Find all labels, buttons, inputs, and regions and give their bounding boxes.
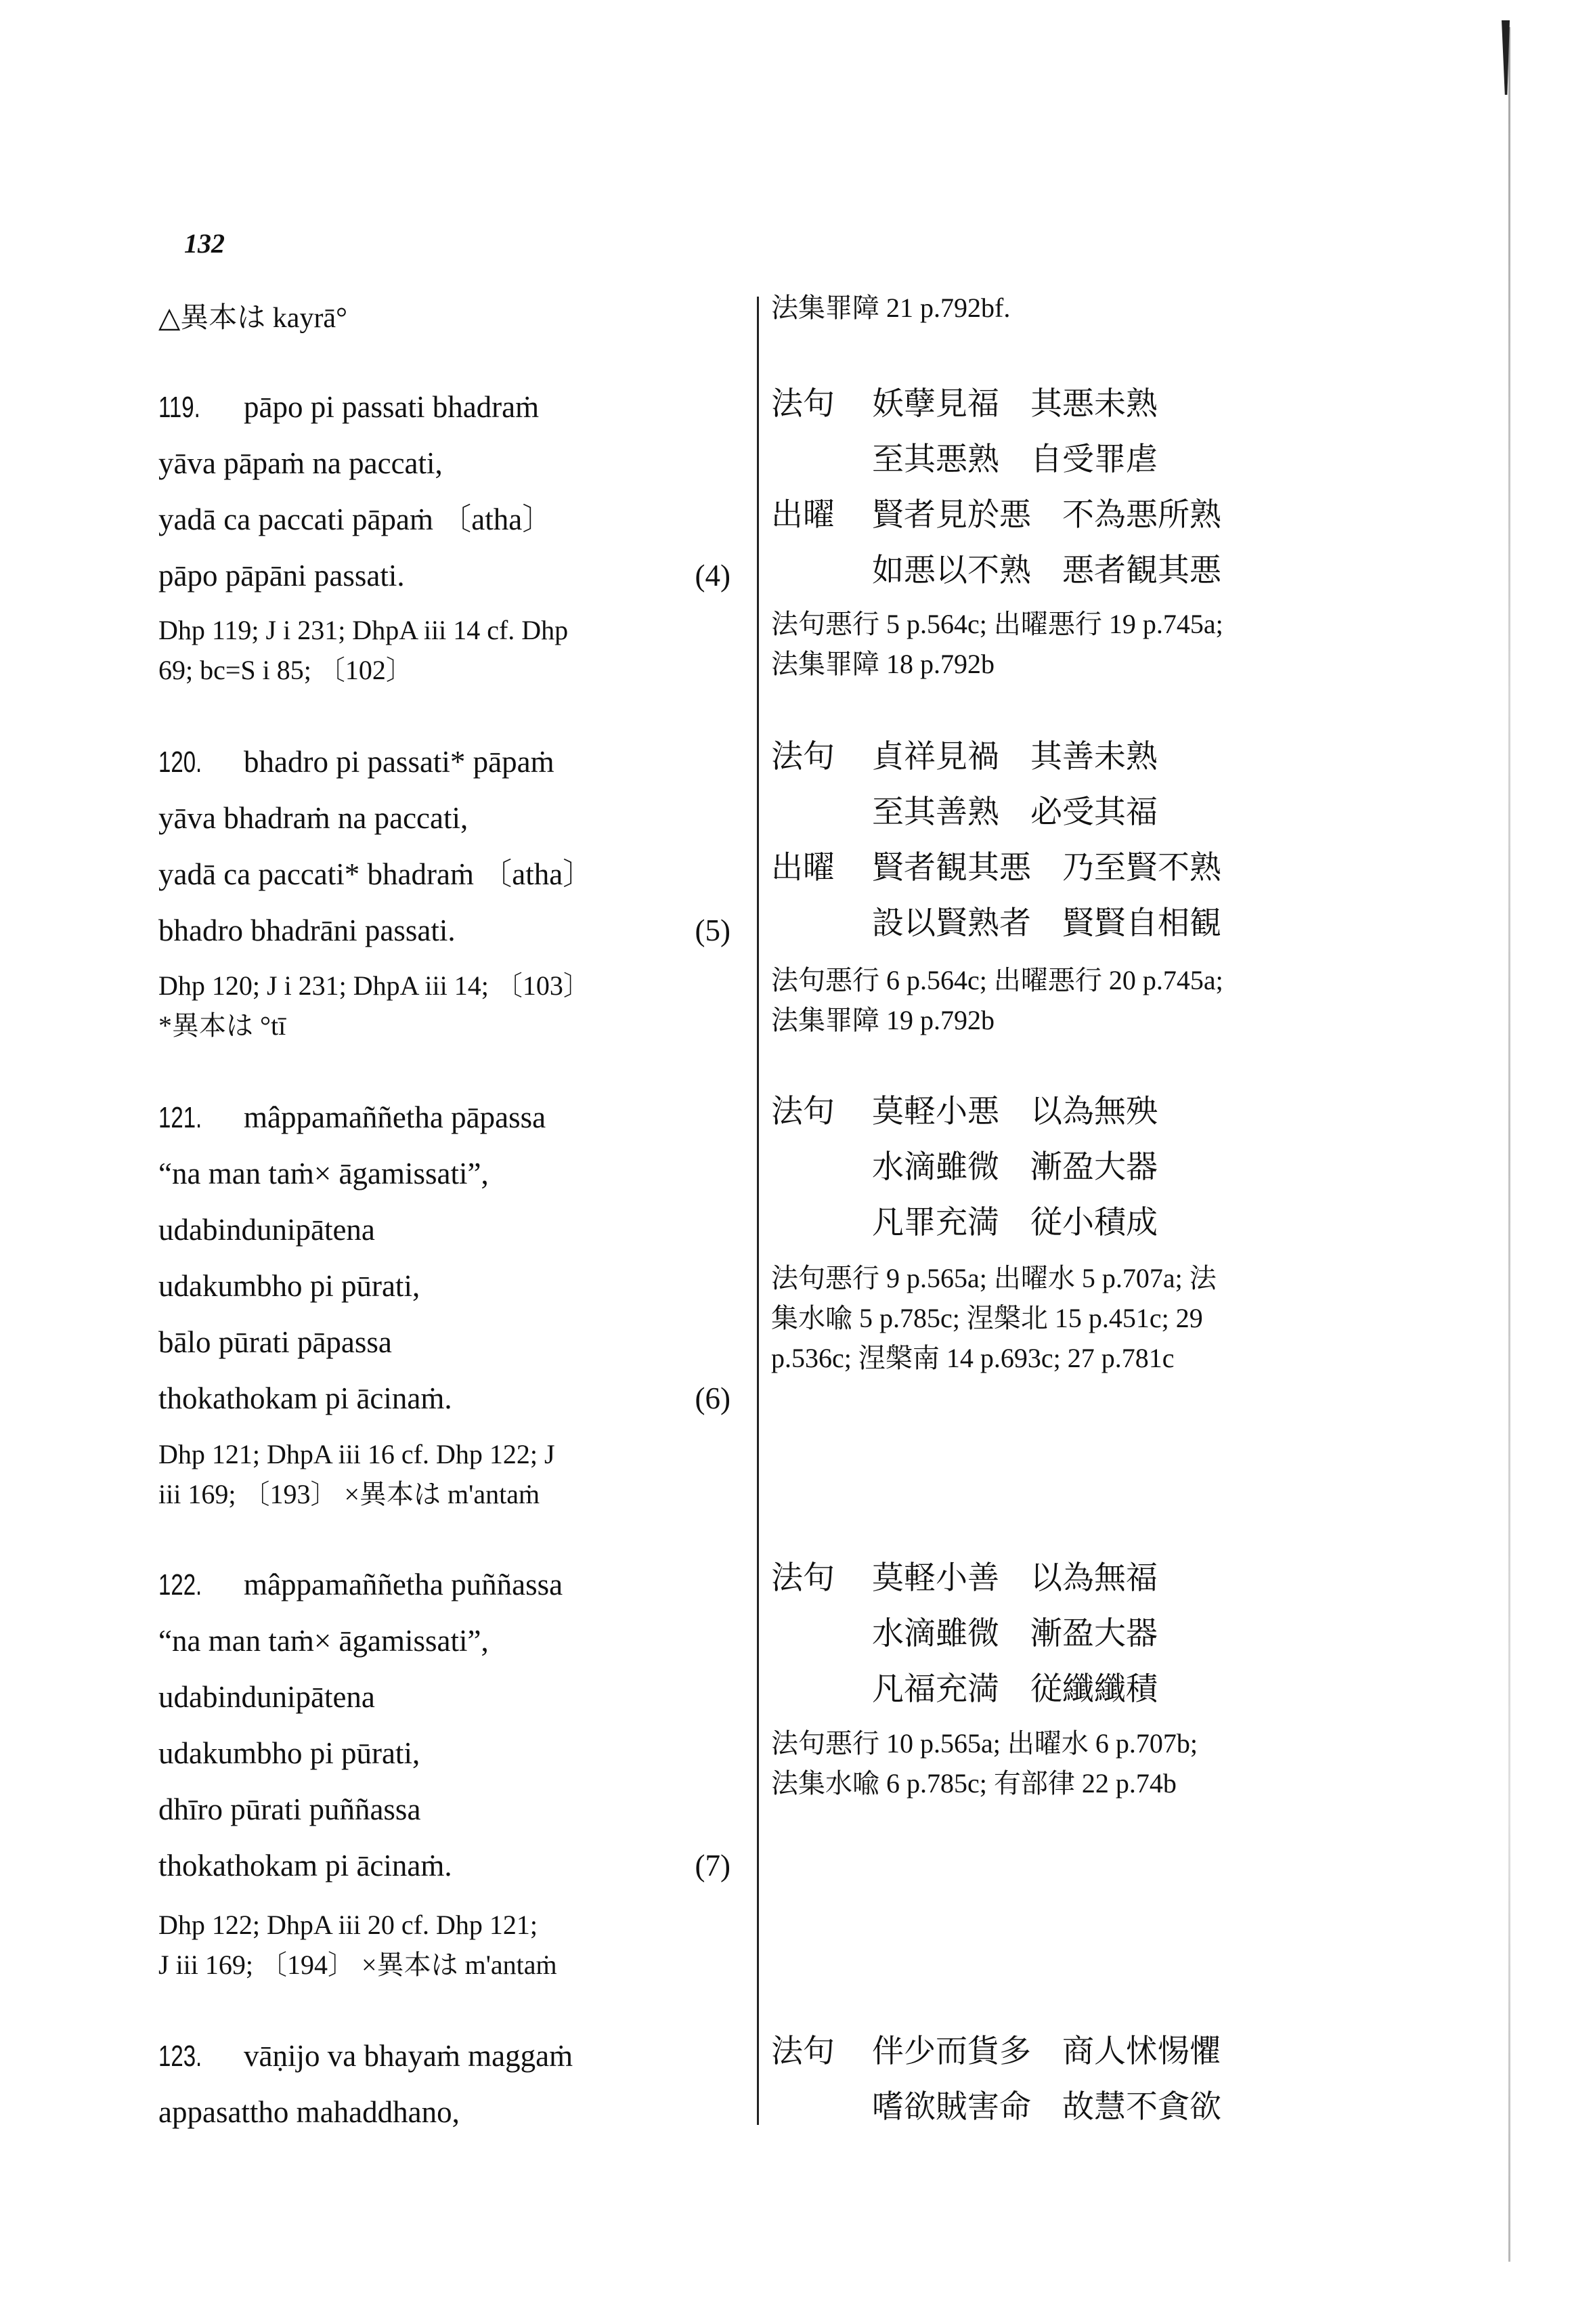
source-label: 出曜: [771, 851, 835, 886]
verse-half: 伴少而貨多: [872, 2034, 1031, 2069]
verse-text: udakumbho pi pūrati,: [158, 1736, 420, 1770]
reference-line: J iii 169; 〔194〕 ×異本は m'antaṁ: [158, 1950, 557, 1980]
verse-marker: (4): [695, 559, 730, 593]
verse-half: 其善未熟: [1030, 739, 1158, 775]
verse-line: [158, 1202, 730, 1258]
reference-line: Dhp 122; DhpA iii 20 cf. Dhp 121;: [158, 1910, 538, 1940]
verse-marker: (5): [695, 913, 730, 947]
verse-line: [158, 548, 730, 604]
verse-number: 121.: [158, 1101, 202, 1134]
verse-121: [158, 1090, 730, 1427]
reference-line: iii 169; 〔193〕 ×異本は m'antaṁ: [158, 1479, 540, 1509]
chinese-references: [771, 1258, 1360, 1378]
verse-text: bhadro bhadrāni passati.: [158, 913, 456, 947]
source-label: 法句: [771, 387, 835, 422]
chinese-parallel-block: [771, 729, 1221, 951]
verse-line: [158, 903, 730, 959]
verse-123: [158, 2028, 730, 2140]
verse-text: bālo pūrati pāpassa: [158, 1325, 392, 1359]
verse-number: 120.: [158, 746, 202, 779]
verse-text: udabindunipātena: [158, 1213, 375, 1247]
verse-half: 嗜欲賊害命: [872, 2090, 1031, 2125]
verse-text: thokathokam pi ācinaṁ.: [158, 1381, 452, 1415]
chinese-references: [771, 604, 1360, 684]
verse-half: 従纖纖積: [1030, 1672, 1158, 1707]
scan-edge-line: [1508, 27, 1510, 2262]
verse-text: udakumbho pi pūrati,: [158, 1269, 420, 1303]
verse-line: [158, 1725, 730, 1782]
verse-line: [158, 379, 730, 435]
verse-text: mâppamaññetha pāpassa: [244, 1100, 546, 1134]
verse-half: 自受罪虐: [1030, 442, 1158, 477]
source-label: 法句: [771, 2034, 835, 2069]
source-label: 法句: [771, 1561, 835, 1596]
verse-half: 商人怵惕懼: [1062, 2034, 1221, 2069]
verse-text: dhīro pūrati puññassa: [158, 1792, 421, 1826]
chinese-parallel-block: [771, 1551, 1158, 1717]
reference-line: 法集罪障 19 p.792b: [771, 1005, 995, 1035]
verse-text: pāpo pi passati bhadraṁ: [244, 390, 540, 424]
verse-text: yadā ca paccati pāpaṁ 〔atha〕: [158, 502, 553, 536]
verse-half: 水滴雖微: [872, 1150, 999, 1185]
verse-references: [158, 1434, 734, 1514]
verse-half: 必受其福: [1030, 795, 1158, 830]
chinese-verse-line: [771, 1662, 1158, 1717]
verse-half: 妖孽見福: [872, 387, 999, 422]
left-top-note: △異本は kayrā°: [158, 303, 347, 334]
verse-line: [158, 1371, 730, 1427]
verse-text: bhadro pi passati* pāpaṁ: [244, 745, 554, 779]
verse-number: 122.: [158, 1568, 202, 1601]
verse-line: [158, 790, 730, 846]
chinese-parallel-block: [771, 2024, 1221, 2135]
chinese-parallel-block: [771, 376, 1221, 599]
verse-half: 漸盈大器: [1030, 1616, 1158, 1652]
verse-half: 不為悪所熟: [1062, 498, 1221, 533]
verse-122: [158, 1557, 730, 1894]
reference-line: 集水喩 5 p.785c; 涅槃北 15 p.451c; 29: [771, 1303, 1203, 1333]
chinese-verse-line: [771, 729, 1221, 785]
reference-line: *異本は °tī: [158, 1010, 286, 1041]
source-label: 法句: [771, 739, 835, 775]
chinese-verse-line: [771, 785, 1221, 840]
chinese-verse-line: [771, 1551, 1158, 1606]
chinese-verse-line: [771, 840, 1221, 896]
verse-half: 莫軽小悪: [872, 1094, 999, 1129]
verse-119: [158, 379, 730, 604]
chinese-verse-line: [771, 896, 1221, 951]
verse-half: 故慧不貪欲: [1062, 2090, 1221, 2125]
verse-line: [158, 1669, 730, 1725]
verse-half: 悪者観其悪: [1062, 553, 1221, 588]
chinese-verse-line: [771, 376, 1221, 432]
reference-line: p.536c; 涅槃南 14 p.693c; 27 p.781c: [771, 1343, 1175, 1373]
verse-half: 乃至賢不熟: [1062, 851, 1221, 886]
reference-line: 法句悪行 6 p.564c; 出曜悪行 20 p.745a;: [771, 965, 1223, 995]
reference-line: 69; bc=S i 85; 〔102〕: [158, 655, 413, 685]
verse-line: [158, 435, 730, 492]
verse-references: [158, 1905, 734, 1985]
verse-half: 以為無福: [1030, 1561, 1158, 1596]
chinese-verse-line: [771, 2024, 1221, 2080]
verse-half: 従小積成: [1030, 1205, 1158, 1241]
verse-text: thokathokam pi ācinaṁ.: [158, 1849, 452, 1882]
verse-text: yadā ca paccati* bhadraṁ 〔atha〕: [158, 857, 594, 891]
column-divider: [757, 297, 759, 2125]
verse-half: 賢者見於悪: [872, 498, 1031, 533]
verse-marker: (6): [695, 1381, 730, 1415]
verse-half: 至其悪熟: [872, 442, 999, 477]
reference-line: 法句悪行 5 p.564c; 出曜悪行 19 p.745a;: [771, 609, 1223, 639]
verse-line: [158, 1314, 730, 1371]
verse-half: 莫軽小善: [872, 1561, 999, 1596]
reference-line: 法集水喩 6 p.785c; 有部律 22 p.74b: [771, 1768, 1177, 1799]
verse-line: [158, 1782, 730, 1838]
verse-line: [158, 1838, 730, 1894]
verse-half: 賢賢自相観: [1062, 906, 1221, 941]
verse-half: 以為無殃: [1030, 1094, 1158, 1129]
chinese-verse-line: [771, 1084, 1158, 1140]
verse-half: 設以賢熟者: [872, 906, 1031, 941]
reference-line: Dhp 120; J i 231; DhpA iii 14; 〔103〕: [158, 970, 590, 1001]
chinese-references: [771, 1723, 1360, 1803]
verse-text: “na man taṁ× āgamissati”,: [158, 1624, 489, 1658]
verse-text: pāpo pāpāni passati.: [158, 559, 405, 593]
verse-line: [158, 1613, 730, 1669]
verse-text: vāṇijo va bhayaṁ maggaṁ: [244, 2039, 573, 2073]
verse-line: [158, 734, 730, 790]
verse-text: yāva pāpaṁ na paccati,: [158, 446, 443, 480]
page-number: 132: [184, 228, 225, 259]
verse-half: 如悪以不熟: [872, 553, 1031, 588]
verse-text: udabindunipātena: [158, 1680, 375, 1714]
reference-line: Dhp 121; DhpA iii 16 cf. Dhp 122; J: [158, 1439, 555, 1469]
reference-line: 法句悪行 9 p.565a; 出曜水 5 p.707a; 法: [771, 1263, 1217, 1293]
verse-number: 119.: [158, 391, 200, 424]
verse-marker: (7): [695, 1849, 730, 1882]
chinese-verse-line: [771, 1606, 1158, 1662]
chinese-verse-line: [771, 2080, 1221, 2135]
verse-references: [158, 610, 734, 690]
verse-half: 賢者観其悪: [872, 851, 1031, 886]
verse-half: 至其善熟: [872, 795, 999, 830]
verse-line: [158, 2028, 730, 2084]
verse-line: [158, 2084, 730, 2140]
verse-half: 水滴雖微: [872, 1616, 999, 1652]
verse-half: 其悪未熟: [1030, 387, 1158, 422]
verse-line: [158, 846, 730, 903]
verse-text: yāva bhadraṁ na paccati,: [158, 801, 468, 835]
chinese-verse-line: [771, 1195, 1158, 1251]
chinese-references: [771, 960, 1360, 1040]
chinese-verse-line: [771, 432, 1221, 488]
verse-line: [158, 1557, 730, 1613]
source-label: 出曜: [771, 498, 835, 533]
reference-line: 法集罪障 18 p.792b: [771, 649, 995, 679]
reference-line: 法句悪行 10 p.565a; 出曜水 6 p.707b;: [771, 1728, 1198, 1759]
right-top-note: 法集罪障 21 p.792bf.: [771, 293, 1011, 323]
verse-line: [158, 1258, 730, 1314]
source-label: 法句: [771, 1094, 835, 1129]
verse-line: [158, 1146, 730, 1202]
chinese-parallel-block: [771, 1084, 1158, 1251]
verse-half: 漸盈大器: [1030, 1150, 1158, 1185]
verse-line: [158, 1090, 730, 1146]
verse-text: mâppamaññetha puññassa: [244, 1568, 563, 1601]
verse-number: 123.: [158, 2040, 202, 2073]
verse-references: [158, 966, 734, 1046]
chinese-verse-line: [771, 1140, 1158, 1195]
verse-line: [158, 492, 730, 548]
chinese-verse-line: [771, 488, 1221, 543]
verse-half: 凡福充満: [872, 1672, 999, 1707]
verse-text: appasattho mahaddhano,: [158, 2095, 460, 2129]
verse-120: [158, 734, 730, 959]
verse-text: “na man taṁ× āgamissati”,: [158, 1157, 489, 1190]
verse-half: 凡罪充満: [872, 1205, 999, 1241]
verse-half: 貞祥見禍: [872, 739, 999, 775]
chinese-verse-line: [771, 543, 1221, 599]
reference-line: Dhp 119; J i 231; DhpA iii 14 cf. Dhp: [158, 615, 569, 645]
